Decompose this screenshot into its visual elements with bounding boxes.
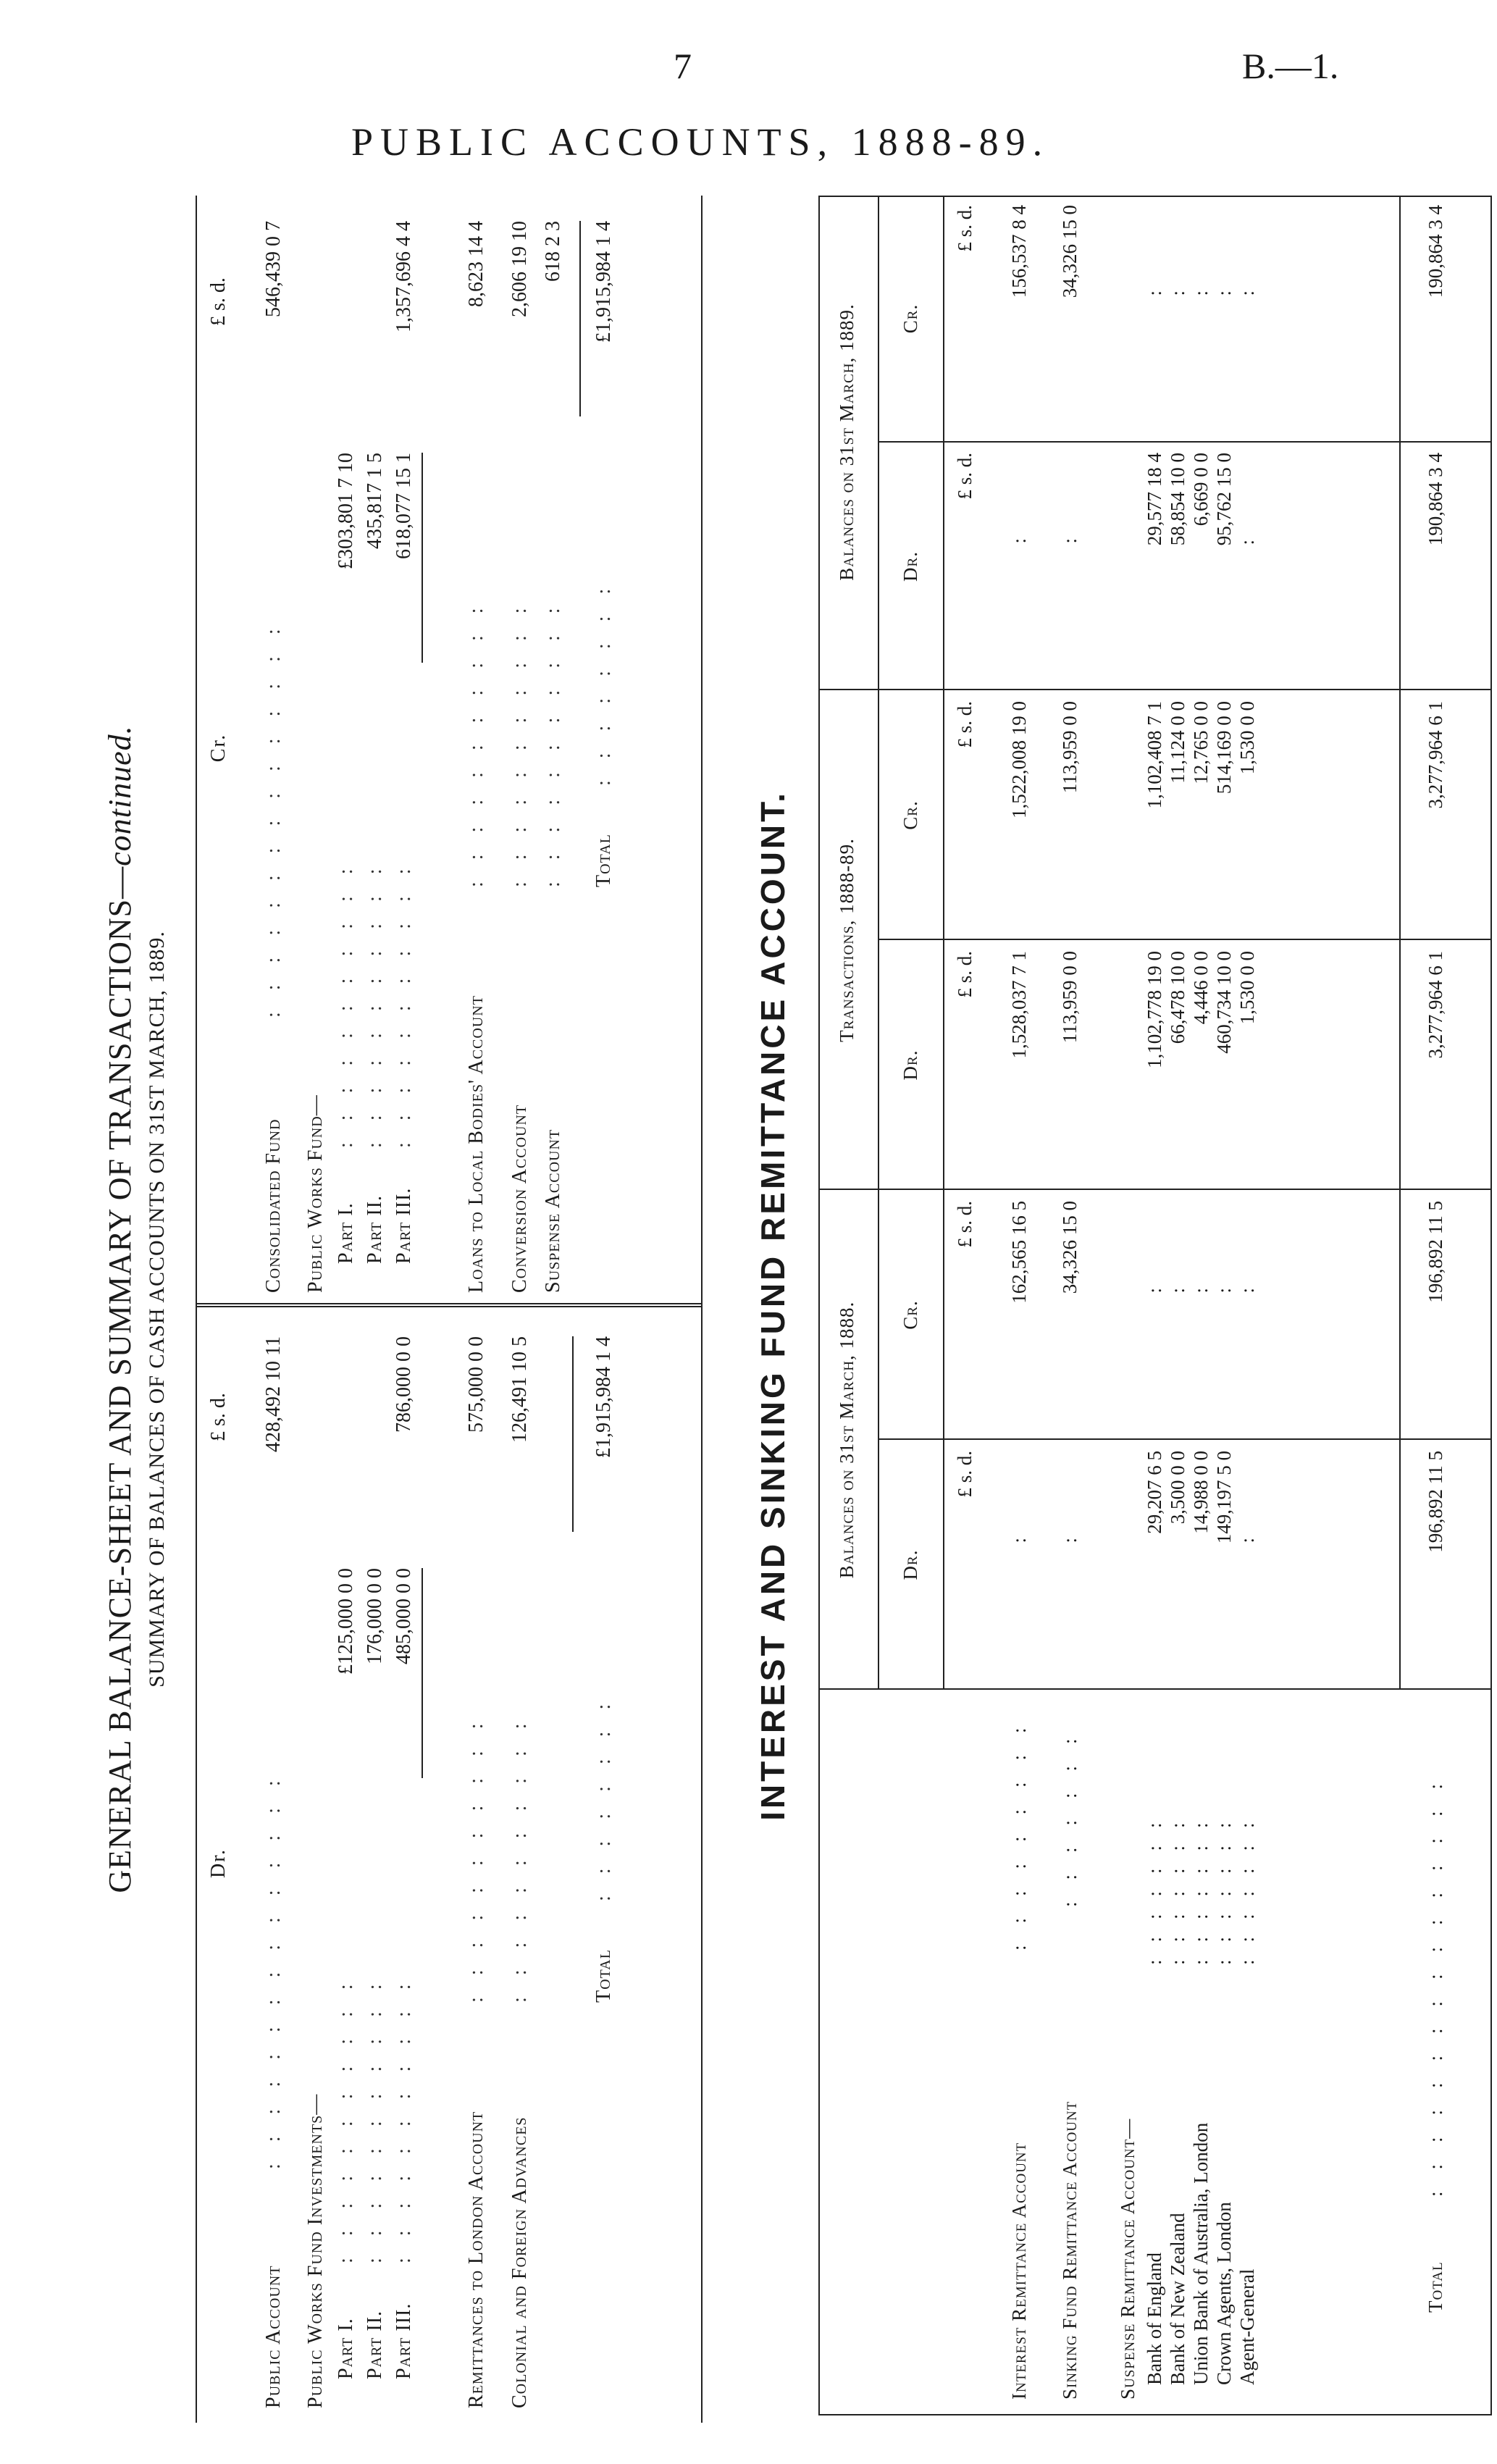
open-cr: 162,565 16 5 <box>1008 1201 1030 1304</box>
tr-dr: 1,528,037 7 1 <box>1008 951 1030 1059</box>
row-label: Conversion Account <box>508 1104 531 1293</box>
row-label: Loans to Local Bodies' Account <box>465 995 487 1293</box>
suspense-item-label: Agent-General <box>1236 2268 1258 2385</box>
close-dr: 58,854 10 0 <box>1167 453 1188 546</box>
row-label: Consolidated Fund <box>262 1118 285 1293</box>
ditto: : <box>1213 1288 1235 1294</box>
pwf-investments-heading <box>304 1318 335 2408</box>
units-label: £ s. d. <box>954 1451 976 1498</box>
suspense-row: Suspense Account ::::::::::: 618 2 3 <box>542 221 564 1293</box>
local-bodies-row: Loans to Local Bodies' Account ::::::::::: 8,623 14 4 <box>465 221 487 1293</box>
ditto: : <box>1236 1288 1258 1294</box>
close-dr: 95,762 15 0 <box>1213 453 1235 546</box>
open-dr: 29,207 6 5 <box>1144 1451 1165 1534</box>
col-cr: Cr. <box>900 800 921 830</box>
transactions-heading: Transactions, 1888-89. <box>836 838 857 1042</box>
row-amount: 618 2 3 <box>542 221 564 282</box>
london-remittance-row: Remittances to London Account ::::::::::: 575,000 0 0 <box>465 1336 487 2408</box>
tr-dr: 460,734 10 0 <box>1213 951 1235 1054</box>
units-label: £ s. d. <box>954 453 976 500</box>
row-amount: 176,000 0 0 <box>364 1568 386 1664</box>
ditto: : <box>1190 290 1212 296</box>
row-amount: 8,623 14 4 <box>465 221 487 307</box>
total-amount: £1,915,984 1 4 <box>592 221 615 343</box>
row-label: Part III. <box>393 1187 415 1264</box>
tr-cr: 1,522,008 19 0 <box>1008 701 1030 818</box>
row-amount: 2,606 19 10 <box>508 221 531 317</box>
balance-sheet-divider <box>196 1303 703 1307</box>
balance-sheet-title: GENERAL BALANCE-SHEET AND SUMMARY OF TRANSACTIONS—continued. <box>102 725 138 1893</box>
row-amount: 485,000 0 0 <box>393 1568 415 1664</box>
page-number: 7 <box>674 46 692 86</box>
tr-dr: 113,959 0 0 <box>1059 951 1081 1044</box>
col-cr: Cr. <box>900 303 921 334</box>
row-amount: 435,817 1 5 <box>364 453 386 549</box>
row-label: Suspense Account <box>542 1128 564 1293</box>
units-label: £ s. d. <box>954 1201 976 1248</box>
total-open-cr: 196,892 11 5 <box>1425 1201 1446 1303</box>
ditto: : <box>1236 290 1258 296</box>
sinking-row-label: Sinking Fund Remittance Account <box>1059 2100 1081 2400</box>
suspense-heading: Suspense Remittance Account— <box>1117 2118 1139 2400</box>
leader-dots: ::::::::: <box>1008 1706 1030 1950</box>
tr-cr: 1,102,408 7 1 <box>1144 701 1165 809</box>
credit-heading: Cr. <box>207 733 230 763</box>
isf-table <box>818 196 1492 2415</box>
pwf-part-row: Part III. ::::::::::: 618,077 15 1 1,357,696 4 4 <box>393 221 415 1264</box>
colonial-advances-row: Colonial and Foreign Advances ::::::::::: 126,491 10 5 <box>508 1336 531 2408</box>
pwf-part-row: Part II. ::::::::::: 435,817 1 5 <box>364 453 386 1264</box>
close-dr: : <box>1236 540 1258 545</box>
total-amount: £1,915,984 1 4 <box>592 1336 615 1458</box>
suspense-close-cr <box>1143 290 1259 435</box>
suspense-open-cr <box>1143 1288 1259 1433</box>
suspense-tr-dr <box>1143 951 1259 1183</box>
close-dr: : <box>1059 538 1081 544</box>
col-dr: Dr. <box>900 1549 921 1580</box>
total-label: Total <box>1425 2261 1446 2313</box>
row-label: Public Works Fund Investments— <box>304 2093 327 2408</box>
tr-dr: 1,102,778 19 0 <box>1144 951 1165 1068</box>
tr-cr: 113,959 0 0 <box>1059 701 1081 794</box>
row-label: Remittances to London Account <box>465 2111 487 2408</box>
row-amount: 546,439 0 7 <box>262 221 285 317</box>
interest-sinking-fund-account <box>753 196 1492 2415</box>
conversion-row: Conversion Account ::::::::::: 2,606 19 10 <box>508 221 531 1293</box>
ditto: : <box>1190 1288 1212 1294</box>
row-label: Part I. <box>335 2318 357 2379</box>
row-amount: 428,492 10 11 <box>262 1336 285 1452</box>
row-label: Part II. <box>364 2310 386 2379</box>
opening-balances-heading: Balances on 31st March, 1888. <box>836 1301 857 1579</box>
balance-sheet-subtitle: SUMMARY OF BALANCES OF CASH ACCOUNTS ON 31ST MARCH, 1889. <box>145 931 169 1688</box>
row-amount: 618,077 15 1 <box>393 453 415 559</box>
units-label: £ s. d. <box>954 701 976 748</box>
suspense-close-dr <box>1143 453 1259 683</box>
row-label: Public Works Fund— <box>304 1094 327 1293</box>
total-rule <box>572 1336 574 1532</box>
credit-total-row: Total :::::::: £1,915,984 1 4 <box>592 221 615 887</box>
total-close-dr: 190,864 3 4 <box>1425 453 1446 546</box>
total-label: Total <box>592 834 615 887</box>
pwf-heading <box>304 203 335 1293</box>
suspense-item-label: Crown Agents, London <box>1213 2202 1235 2385</box>
tr-dr: 4,446 0 0 <box>1190 951 1212 1025</box>
debit-side <box>196 1318 703 2408</box>
ditto: : <box>1213 290 1235 296</box>
subtotal-amount: 1,357,696 4 4 <box>393 221 415 332</box>
close-cr: 34,326 15 0 <box>1059 205 1081 298</box>
debit-heading: Dr. <box>207 1848 230 1878</box>
row-label: Colonial and Foreign Advances <box>508 2116 531 2408</box>
series-code: B.—1. <box>1242 46 1339 86</box>
row-label: Part I. <box>335 1202 357 1264</box>
general-balance-sheet <box>101 196 703 2423</box>
pwf-investment-part-row: Part III. ::::::::::: 485,000 0 0 786,000 0 0 <box>393 1336 415 2379</box>
suspense-open-dr <box>1143 1451 1259 1683</box>
suspense-item-labels <box>1143 1979 1259 2385</box>
pwf-part-row: Part I. ::::::::::: £303,801 7 10 <box>335 453 357 1264</box>
row-label: Part II. <box>364 1194 386 1264</box>
interest-row-label: Interest Remittance Account <box>1008 2142 1030 2400</box>
row-amount: 126,491 10 5 <box>508 1336 531 1443</box>
close-dr: 6,669 0 0 <box>1190 453 1212 527</box>
tr-cr: 12,765 0 0 <box>1190 701 1212 784</box>
col-dr: Dr. <box>900 551 921 582</box>
open-dr: : <box>1236 1538 1258 1543</box>
leader-dots: ::::::: ::::::: ::::::: ::::::: ::::::: <box>1144 1805 1258 1965</box>
total-rule <box>579 221 581 416</box>
suspense-item-label: Bank of New Zealand <box>1167 2213 1188 2385</box>
isf-title: INTEREST AND SINKING FUND REMITTANCE ACCOUNT. <box>754 790 792 1821</box>
subtotal-rule <box>422 453 423 663</box>
units-label: £ s. d. <box>954 951 976 998</box>
total-label: Total <box>592 1949 615 2003</box>
close-dr: : <box>1008 538 1030 544</box>
open-cr: 34,326 15 0 <box>1059 1201 1081 1294</box>
tr-dr: 66,478 10 0 <box>1167 951 1188 1044</box>
close-dr: 29,577 18 4 <box>1144 453 1165 546</box>
col-cr: Cr. <box>900 1300 921 1330</box>
total-tr-cr: 3,277,964 6 1 <box>1425 701 1446 809</box>
open-dr: 14,988 0 0 <box>1190 1451 1212 1534</box>
tr-dr: 1,530 0 0 <box>1236 951 1258 1025</box>
credit-units: £ s. d. <box>207 277 230 326</box>
ditto: : <box>1144 290 1165 296</box>
page-title: PUBLIC ACCOUNTS, 1888-89. <box>351 120 1050 164</box>
total-tr-dr: 3,277,964 6 1 <box>1425 951 1446 1059</box>
suspense-tr-cr <box>1143 701 1259 933</box>
open-dr: 149,197 5 0 <box>1213 1451 1235 1544</box>
public-account-row: Public Account ::::::::::::::: 428,492 10 11 <box>262 1336 285 2408</box>
ditto: : <box>1167 290 1188 296</box>
pwf-investment-part-row: Part I. ::::::::::: £125,000 0 0 <box>335 1568 357 2379</box>
pwf-investment-part-row: Part II. ::::::::::: 176,000 0 0 <box>364 1568 386 2379</box>
closing-balances-heading: Balances on 31st March, 1889. <box>836 303 857 581</box>
open-dr: : <box>1059 1538 1081 1543</box>
row-amount: 575,000 0 0 <box>465 1336 487 1433</box>
units-label: £ s. d. <box>954 205 976 252</box>
suspense-item-label: Bank of England <box>1144 2253 1165 2385</box>
ditto: : <box>1167 1288 1188 1294</box>
credit-side <box>196 203 703 1293</box>
total-close-cr: 190,864 3 4 <box>1425 205 1446 298</box>
subtotal-amount: 786,000 0 0 <box>393 1336 415 1433</box>
close-cr: 156,537 8 4 <box>1008 205 1030 298</box>
tr-cr: 1,530 0 0 <box>1236 701 1258 775</box>
subtotal-rule <box>422 1568 423 1778</box>
total-open-dr: 196,892 11 5 <box>1425 1451 1446 1553</box>
row-amount: £303,801 7 10 <box>335 453 357 569</box>
open-dr: 3,500 0 0 <box>1167 1451 1188 1525</box>
leader-dots: ::::::: <box>1059 1717 1081 1907</box>
tr-cr: 11,124 0 0 <box>1167 701 1188 784</box>
leader-dots: :::::::::::::::: <box>1425 1761 1446 2197</box>
open-dr: : <box>1008 1538 1030 1543</box>
ditto: : <box>1144 1288 1165 1294</box>
consolidated-fund-row: Consolidated Fund ::::::::::::::: 546,439 0 7 <box>262 221 285 1293</box>
row-amount: £125,000 0 0 <box>335 1568 357 1675</box>
tr-cr: 514,169 0 0 <box>1213 701 1235 795</box>
col-dr: Dr. <box>900 1049 921 1081</box>
row-label: Part III. <box>393 2302 415 2379</box>
debit-total-row: Total :::::::: £1,915,984 1 4 <box>592 1336 615 2003</box>
suspense-item-label: Union Bank of Australia, London <box>1190 2122 1212 2385</box>
debit-units: £ s. d. <box>207 1393 230 1441</box>
row-label: Public Account <box>262 2265 285 2408</box>
